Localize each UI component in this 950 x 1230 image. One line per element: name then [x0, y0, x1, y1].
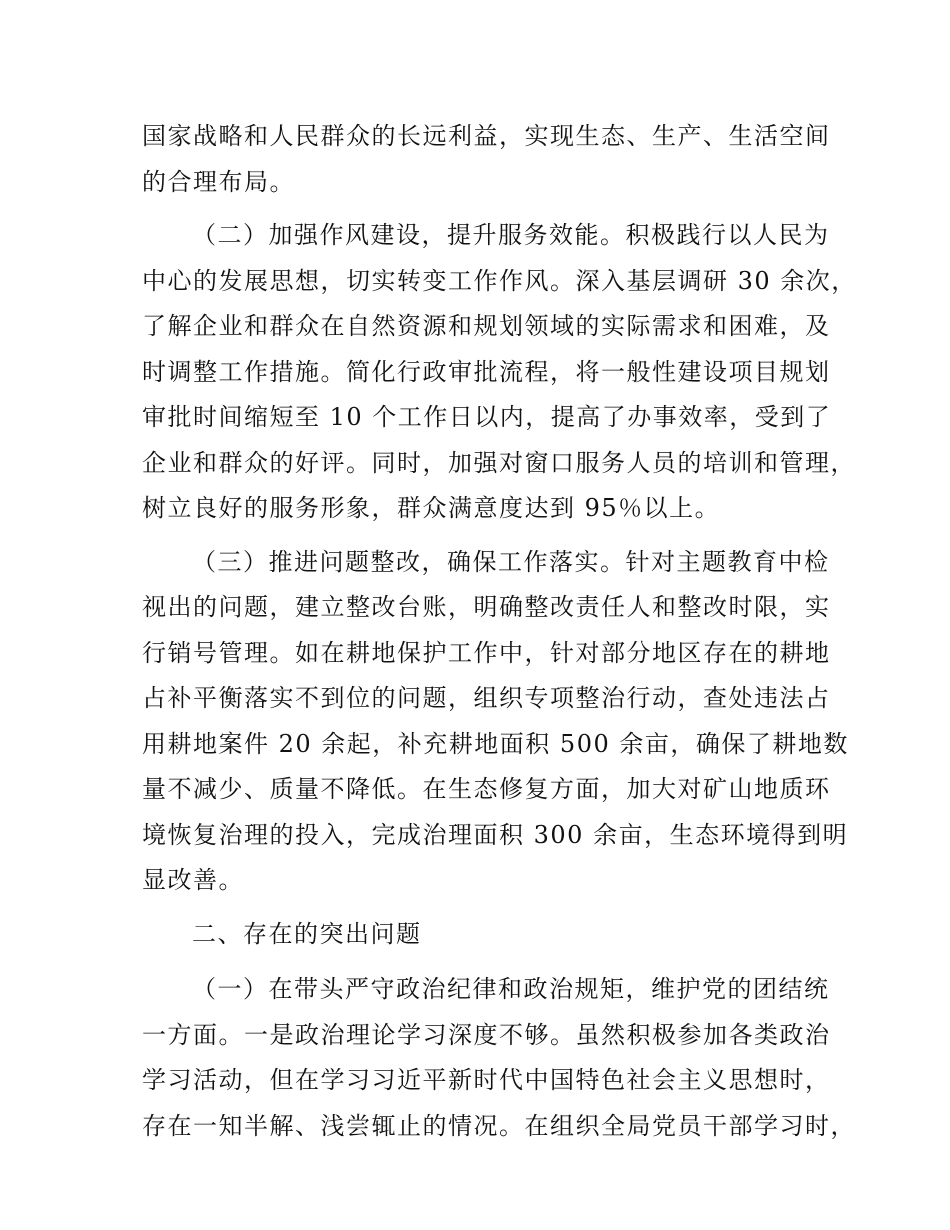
text-line: （一）在带头严守政治纪律和政治规矩，维护党的团结统 — [192, 975, 830, 1003]
text-line: （二）加强作风建设，提升服务效能。积极践行以人民为 — [192, 221, 830, 249]
paragraph-2 — [142, 213, 857, 532]
text-line: 境恢复治理的投入，完成治理面积 300 余亩，生态环境得到明 — [142, 820, 849, 849]
text-line: 存在一知半解、浅尝辄止的情况。在组织全局党员干部学习时， — [142, 1111, 856, 1140]
document-body — [142, 114, 857, 1157]
paragraph-1 — [142, 114, 831, 205]
text-line: 中心的发展思想，切实转变工作作风。深入基层调研 30 余次， — [142, 266, 857, 295]
paragraph-4 — [142, 967, 856, 1149]
text-line: 占补平衡落实不到位的问题，组织专项整治行动，查处违法占 — [142, 684, 831, 712]
text-line: 用耕地案件 20 余起，补充耕地面积 500 余亩，确保了耕地数 — [142, 729, 849, 758]
text-line: 行销号管理。如在耕地保护工作中，针对部分地区存在的耕地 — [142, 638, 831, 667]
text-line: 一方面。一是政治理论学习深度不够。虽然积极参加各类政治 — [142, 1020, 831, 1049]
text-line: 视出的问题，建立整改台账，明确整改责任人和整改时限，实 — [142, 593, 831, 621]
text-line: 审批时间缩短至 10 个工作日以内，提高了办事效率，受到了 — [142, 403, 832, 431]
text-line: 企业和群众的好评。同时，加强对窗口服务人员的培训和管理， — [142, 448, 856, 477]
text-line: 时调整工作措施。简化行政审批流程，将一般性建设项目规划 — [142, 357, 831, 386]
text-line: 量不减少、质量不降低。在生态修复方面，加大对矿山地质环 — [142, 775, 831, 803]
text-line: 显改善。 — [142, 866, 244, 894]
text-line: 学习活动，但在学习习近平新时代中国特色社会主义思想时， — [142, 1066, 831, 1094]
text-line: 了解企业和群众在自然资源和规划领域的实际需求和困难，及 — [142, 312, 831, 340]
text-line: 树立良好的服务形象，群众满意度达到 95％以上。 — [142, 494, 721, 522]
section-heading-text: 二、存在的突出问题 — [192, 919, 422, 948]
text-line: （三）推进问题整改，确保工作落实。针对主题教育中检 — [192, 547, 830, 576]
text-line: 国家战略和人民群众的长远利益，实现生态、生产、生活空间 — [142, 122, 831, 150]
paragraph-3 — [142, 540, 849, 904]
section-heading — [142, 912, 822, 958]
text-line: 的合理布局。 — [142, 167, 295, 196]
